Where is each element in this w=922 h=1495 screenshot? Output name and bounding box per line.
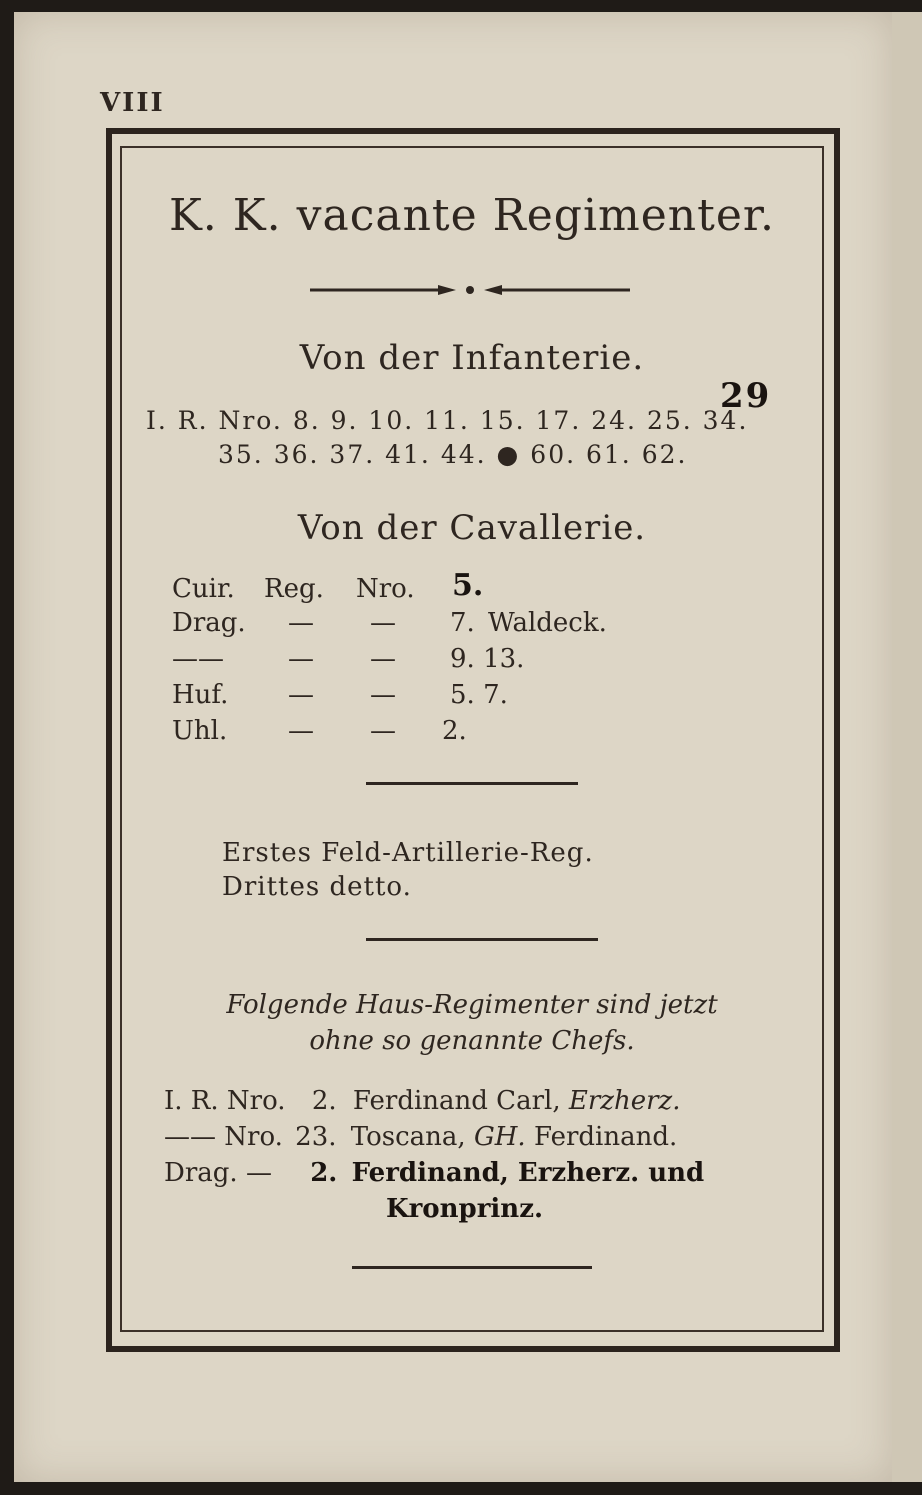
haus-heading-1: Folgende Haus-Regimenter sind jetzt xyxy=(226,990,718,1020)
haus-row-tail: Ferdinand. xyxy=(533,1122,678,1152)
cavalry-row-num: 7. xyxy=(450,608,475,638)
haus-row xyxy=(164,1122,677,1152)
cavalry-row-type: Cuir. xyxy=(172,574,235,604)
cavalry-row-name: Waldeck. xyxy=(488,608,607,638)
cavalry-row-b: — xyxy=(370,608,396,638)
cavalry-row-num: 9. 13. xyxy=(450,644,525,674)
haus-heading-2: ohne so genannte Chefs. xyxy=(309,1026,635,1056)
haus-row-num: 2. xyxy=(310,1158,338,1188)
haus-row-ital: Erzherz. xyxy=(568,1086,681,1116)
cavalry-row-num: 5. 7. xyxy=(450,680,508,710)
section-divider xyxy=(366,938,598,941)
cavalry-row-a: Reg. xyxy=(264,574,324,604)
adjacent-page-edge xyxy=(892,12,922,1482)
cavalry-row-b: Nro. xyxy=(356,574,415,604)
cavalry-row-type: —— xyxy=(172,644,224,674)
cavalry-row-b: — xyxy=(370,680,396,710)
cavalry-row-num: 5. xyxy=(452,568,484,603)
cavalry-row-b: — xyxy=(370,716,396,746)
infantry-line-1 xyxy=(146,406,748,435)
infantry-line-1-text: I. R. Nro. 8. 9. 10. 11. 15. 17. 24. 25. 34. xyxy=(146,406,749,435)
infantry-heading: Von der Infanterie. xyxy=(299,338,645,378)
haus-row xyxy=(164,1086,681,1116)
cavalry-row-a: — xyxy=(288,608,314,638)
cavalry-heading: Von der Cavallerie. xyxy=(297,508,647,548)
haus-row-text: Ferdinand Carl, xyxy=(352,1086,561,1116)
cavalry-row-a: — xyxy=(288,716,314,746)
haus-row-text: Toscana, xyxy=(350,1122,466,1152)
cavalry-row-a: — xyxy=(288,644,314,674)
haus-row-ital: GH. xyxy=(473,1122,526,1152)
haus-row-lead: I. R. Nro. xyxy=(164,1086,286,1116)
cavalry-row-type: Drag. xyxy=(172,608,246,638)
handwritten-note: 29 xyxy=(720,376,772,416)
section-divider xyxy=(366,782,578,785)
section-divider xyxy=(352,1266,592,1269)
haus-row xyxy=(164,1158,704,1188)
cavalry-row-type: Huf. xyxy=(172,680,229,710)
haus-row-num: 23. xyxy=(295,1122,337,1152)
cavalry-row-num: 2. xyxy=(442,716,467,746)
cavalry-row-b: — xyxy=(370,644,396,674)
haus-row-continuation: Kronprinz. xyxy=(386,1194,544,1224)
artillery-line-2: Drittes detto. xyxy=(222,872,412,902)
haus-row-lead: —— Nro. xyxy=(164,1122,283,1152)
cavalry-row-a: — xyxy=(288,680,314,710)
haus-row-lead: Drag. — xyxy=(164,1158,272,1188)
page-number: VIII xyxy=(100,88,165,118)
infantry-line-2: 35. 36. 37. 41. 44. ● 60. 61. 62. xyxy=(218,440,688,469)
cavalry-row-type: Uhl. xyxy=(172,716,228,746)
page-title: K. K. vacante Regimenter. xyxy=(168,190,776,241)
haus-row-num: 2. xyxy=(311,1086,337,1116)
artillery-line-1: Erstes Feld-Artillerie-Reg. xyxy=(222,838,594,868)
haus-row-text: Ferdinand, Erzherz. und xyxy=(351,1158,705,1188)
ornament-divider xyxy=(310,282,630,298)
